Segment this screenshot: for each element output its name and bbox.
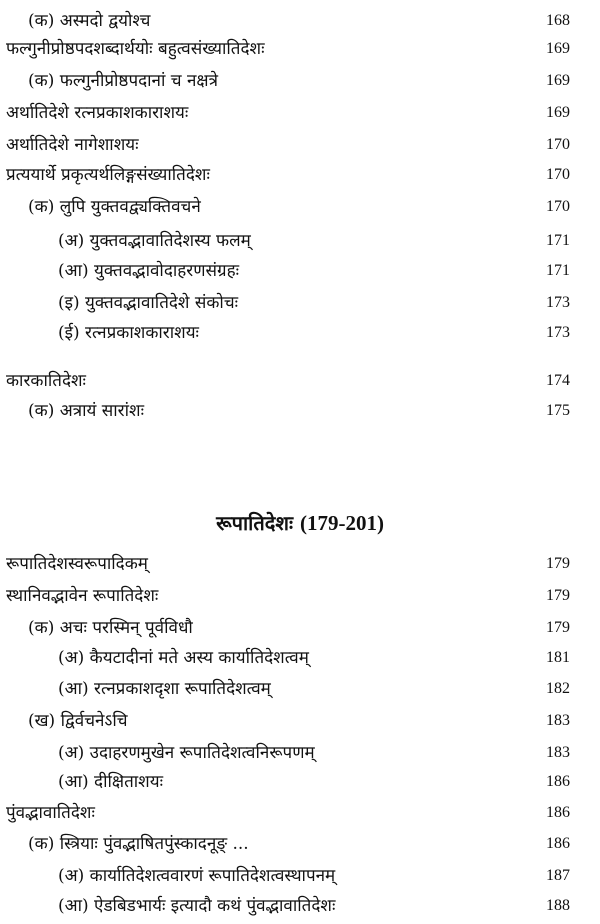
toc-entry xyxy=(0,706,600,736)
toc-entry xyxy=(0,66,600,96)
toc-entry xyxy=(0,581,600,611)
toc-entry xyxy=(0,891,600,921)
toc-entry-page-number: 179 xyxy=(546,587,570,604)
toc-entry-label: (अ) कार्यातिदेशत्ववारणं रूपातिदेशत्वस्थापनम् xyxy=(58,866,336,886)
toc-entry-label: (अ) युक्तवद्भावातिदेशस्य फलम् xyxy=(58,231,251,251)
toc-entry-page-number: 179 xyxy=(546,555,570,572)
toc-entry xyxy=(0,98,600,128)
toc-entry-label: प्रत्ययार्थे प्रकृत्यर्थलिङ्गसंख्यातिदेशः xyxy=(6,165,210,185)
toc-entry-label: (आ) दीक्षिताशयः xyxy=(58,772,164,792)
toc-entry-page-number: 174 xyxy=(546,372,570,389)
toc-entry-page-number: 173 xyxy=(546,294,570,311)
toc-entry-label: अर्थातिदेशे रत्नप्रकाशकाराशयः xyxy=(6,103,189,123)
toc-entry xyxy=(0,643,600,673)
toc-entry-label: (क) अस्मदो द्वयोश्च xyxy=(28,11,151,31)
toc-entry-page-number: 186 xyxy=(546,835,570,852)
toc-entry-page-number: 187 xyxy=(546,867,570,884)
toc-entry-label: (आ) रत्नप्रकाशदृशा रूपातिदेशत्वम् xyxy=(58,679,271,699)
toc-entry-label: (क) स्त्रियाः पुंवद्भाषितपुंस्कादनूङ् ... xyxy=(28,834,249,854)
toc-entry-label: (क) अत्रायं सारांशः xyxy=(28,401,145,421)
toc-entry-label: स्थानिवद्भावेन रूपातिदेशः xyxy=(6,586,159,606)
toc-entry-page-number: 169 xyxy=(546,72,570,89)
section-heading xyxy=(0,505,600,541)
toc-entry-page-number: 175 xyxy=(546,402,570,419)
toc-entry-page-number: 188 xyxy=(546,897,570,914)
toc-entry-page-number: 182 xyxy=(546,680,570,697)
toc-entry-label: (क) अचः परस्मिन् पूर्वविधौ xyxy=(28,618,193,638)
toc-entry xyxy=(0,366,600,396)
toc-entry-page-number: 170 xyxy=(546,136,570,153)
toc-entry-label: (क) फल्गुनीप्रोष्ठपदानां च नक्षत्रे xyxy=(28,71,218,91)
toc-entry xyxy=(0,674,600,704)
toc-entry xyxy=(0,160,600,190)
toc-entry-page-number: 183 xyxy=(546,744,570,761)
toc-entry-page-number: 186 xyxy=(546,804,570,821)
section-title: रूपातिदेशः xyxy=(216,511,293,535)
toc-entry xyxy=(0,738,600,768)
toc-entry-label: फल्गुनीप्रोष्ठपदशब्दार्थयोः बहुत्वसंख्यातिदेशः xyxy=(6,39,265,59)
toc-entry-label: कारकातिदेशः xyxy=(6,371,86,391)
toc-entry-page-number: 168 xyxy=(546,12,570,29)
toc-entry-page-number: 171 xyxy=(546,262,570,279)
toc-entry-page-number: 173 xyxy=(546,324,570,341)
toc-entry-page-number: 169 xyxy=(546,40,570,57)
toc-entry xyxy=(0,130,600,160)
section-page-range: (179-201) xyxy=(299,511,384,535)
toc-entry xyxy=(0,192,600,222)
toc-entry-label: (इ) युक्तवद्भावातिदेशे संकोचः xyxy=(58,293,239,313)
toc-entry-label: पुंवद्भावातिदेशः xyxy=(6,803,95,823)
toc-entry xyxy=(0,613,600,643)
toc-entry-label: (अ) कैयटादीनां मते अस्य कार्यातिदेशत्वम् xyxy=(58,648,309,668)
toc-entry xyxy=(0,34,600,64)
toc-entry-label: (क) लुपि युक्तवद्व्यक्तिवचने xyxy=(28,197,201,217)
toc-entry-page-number: 179 xyxy=(546,619,570,636)
toc-entry xyxy=(0,829,600,859)
toc-entry xyxy=(0,226,600,256)
toc-entry-page-number: 170 xyxy=(546,166,570,183)
toc-entry xyxy=(0,6,600,36)
toc-entry xyxy=(0,861,600,891)
toc-entry-page-number: 171 xyxy=(546,232,570,249)
toc-entry-label: (ई) रत्नप्रकाशकाराशयः xyxy=(58,323,199,343)
toc-entry xyxy=(0,549,600,579)
toc-entry xyxy=(0,256,600,286)
toc-entry-label: रूपातिदेशस्वरूपादिकम् xyxy=(6,554,148,574)
toc-entry-page-number: 169 xyxy=(546,104,570,121)
toc-entry-label: (ख) द्विर्वचनेऽचि xyxy=(28,711,128,731)
toc-entry-label: (आ) ऐडबिडभार्यः इत्यादौ कथं पुंवद्भावातिदेशः xyxy=(58,896,336,916)
toc-entry-page-number: 183 xyxy=(546,712,570,729)
toc-entry xyxy=(0,318,600,348)
toc-entry xyxy=(0,396,600,426)
toc-entry xyxy=(0,798,600,828)
toc-entry xyxy=(0,767,600,797)
toc-entry-page-number: 170 xyxy=(546,198,570,215)
toc-entry-label: (आ) युक्तवद्भावोदाहरणसंग्रहः xyxy=(58,261,240,281)
toc-entry-page-number: 181 xyxy=(546,649,570,666)
toc-entry-page-number: 186 xyxy=(546,773,570,790)
toc-entry xyxy=(0,288,600,318)
toc-entry-label: (अ) उदाहरणमुखेन रूपातिदेशत्वनिरूपणम् xyxy=(58,743,315,763)
toc-entry-label: अर्थातिदेशे नागेशाशयः xyxy=(6,135,139,155)
